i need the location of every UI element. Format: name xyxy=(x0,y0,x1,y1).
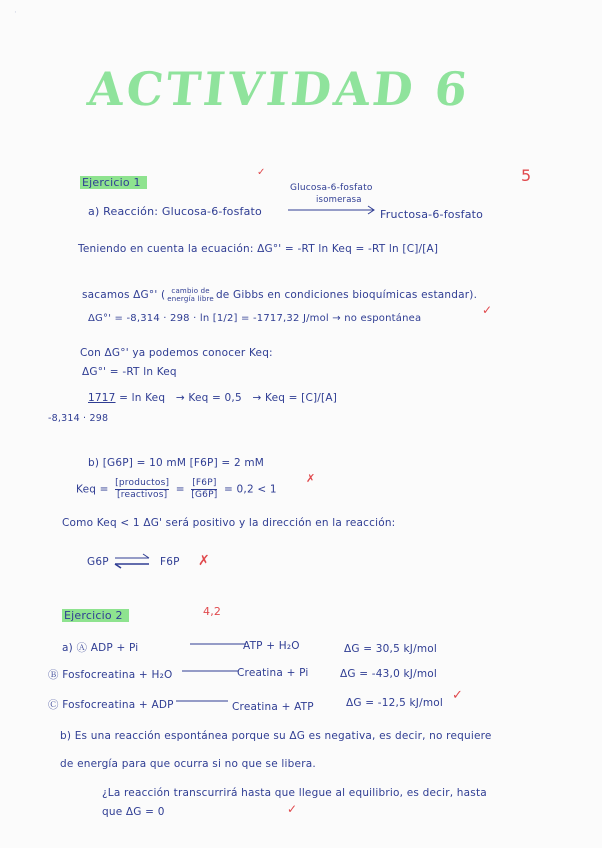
equilibrium-arrows xyxy=(115,554,153,568)
ej1-line4: Con ΔG°' ya podemos conocer Keq: xyxy=(80,347,273,359)
ej2-b-line1: b) Es una reacción espontánea porque su ΔG es negativa, es decir, no requiere xyxy=(60,730,492,742)
ej2-row-a-arrow xyxy=(190,643,246,647)
check-mark-2: ✓ xyxy=(452,688,464,703)
ej2-row-c-arrow xyxy=(176,700,228,704)
ej1-line1: Teniendo en cuenta la ecuación: ΔG°' = -RT ln Keq = -RT ln [C]/[A] xyxy=(78,243,439,255)
ej2-row-c-label: Ⓒ Fosfocreatina + ADP xyxy=(48,699,174,711)
keq-frac-top: [productos] xyxy=(115,478,170,488)
ej2-row-c-product: Creatina + ATP xyxy=(232,701,314,713)
ej1-heading: Ejercicio 1 xyxy=(80,176,147,189)
cross-mark-2: ✗ xyxy=(198,553,210,569)
ej2-row-b-label: Ⓑ Fosfocreatina + H₂O xyxy=(48,669,173,681)
keq-frac2-bottom: [G6P] xyxy=(191,490,218,500)
ej1-line2: sacamos ΔG°' ( cambio de energía libre de Gibbs en condiciones bioquímicas estandar). xyxy=(82,287,478,303)
ej1-b-concentrations: b) [G6P] = 10 mM [F6P] = 2 mM xyxy=(88,457,265,469)
margin-mark: ✓ xyxy=(257,167,266,178)
ej2-row-c-dg: ΔG = -12,5 kJ/mol xyxy=(346,697,443,709)
ej2-row-a-dg: ΔG = 30,5 kJ/mol xyxy=(344,643,437,655)
keq-frac-bottom: [reactivos] xyxy=(117,490,168,500)
ej2-c-line1: ¿La reacción transcurrirá hasta que llegue al equilibrio, es decir, hasta xyxy=(102,787,487,799)
ej1-line7: Como Keq < 1 ΔG' será positivo y la dirección en la reacción: xyxy=(62,517,396,529)
ej2-row-a-label: a) Ⓐ ADP + Pi xyxy=(62,642,139,654)
ej1-product: Fructosa-6-fosfato xyxy=(380,208,484,221)
ej2-heading: Ejercicio 2 xyxy=(62,609,129,622)
reaction-arrow xyxy=(288,205,378,215)
small-note-bottom: energía libre xyxy=(167,295,214,303)
bleed-through-mark: · xyxy=(14,8,18,18)
ej1-a-reaction: a) Reacción: Glucosa-6-fosfato xyxy=(88,205,262,218)
eq-right: F6P xyxy=(160,556,180,568)
eq-left: G6P xyxy=(87,556,109,568)
page-title: ACTIVIDAD 6 xyxy=(85,62,473,116)
check-mark: ✓ xyxy=(482,303,493,317)
small-note-top: cambio de xyxy=(171,287,210,295)
enzyme-label-bottom: isomerasa xyxy=(316,195,362,205)
ej2-row-b-product: Creatina + Pi xyxy=(237,667,309,679)
grade-mark: 5 xyxy=(521,166,532,185)
ej2-row-b-arrow xyxy=(182,670,238,674)
ej1-keq-expression: Keq = [productos] [reactivos] = $\frac{[F6P]}{[G6P]} = 0,2 < 1$ xyxy=(76,478,277,500)
ej2-c-line2: que ΔG = 0 xyxy=(102,806,165,818)
keq-frac2-top: [F6P] xyxy=(192,478,217,488)
enzyme-label-top: Glucosa-6-fosfato xyxy=(290,183,373,193)
ej1-line6: 1717 = ln Keq → Keq = 0,5 → Keq = [C]/[A] xyxy=(88,392,337,404)
check-mark-3: ✓ xyxy=(287,802,298,816)
ej1-line3: ΔG°' = -8,314 · 298 · ln [1/2] = -1717,32 J/mol → no espontánea xyxy=(88,313,422,324)
ej1-line6-denominator: -8,314 · 298 xyxy=(48,413,109,424)
ej2-b-line2: de energía para que ocurra si no que se libera. xyxy=(60,758,316,770)
ej1-line5: ΔG°' = -RT ln Keq xyxy=(82,366,177,378)
ej2-score: 4,2 xyxy=(203,605,222,618)
cross-mark: ✗ xyxy=(306,472,316,485)
ej2-row-b-dg: ΔG = -43,0 kJ/mol xyxy=(340,668,437,680)
ej2-row-a-product: ATP + H₂O xyxy=(243,640,300,652)
